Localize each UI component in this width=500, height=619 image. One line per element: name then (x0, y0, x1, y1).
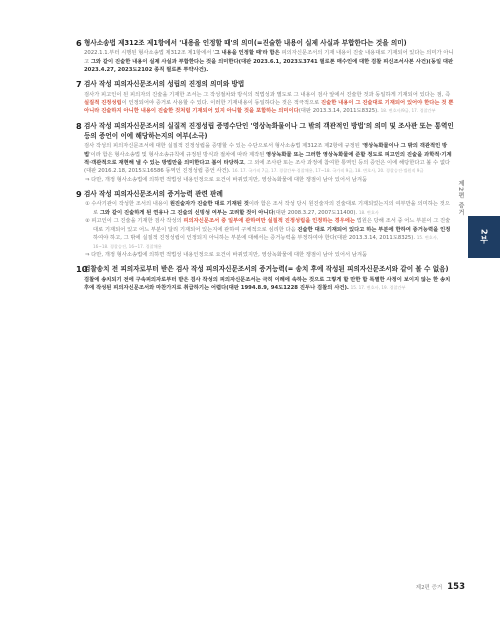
item-body: 검사 작성의 피의자신문조서에 대한 실질적 진정성립을 증명할 수 있는 수단으로서 형사소송법 제312조 제2항에 규정된 '영상녹화물이나 그 밖의 객관적인 방법'이라 함은 형사소송법 및 형사소송규칙에 규정된 방식과 절차에 따라 제작된 영상녹화물 또는 그러한 영상녹화물에 준할 정도로 피고인의 진술을 과학적·기계적·객관적으로 재현해 낼 수 있는 방법만을 의미한다고 봄이 타당하고, 그 외에 조사관 또는 조사 과정에 참여한 통역인 등의 증언은 이에 해당한다고 볼 수 없다(대판 2016.2.18, 2015도16586 동역인 진정성립 증언 사건). 16. 17. 국가직 7급, 17. 경찰간부·경찰채용, 17~18. 국가직 9급, 18. 변호사, 20. 경찰승진·법원직 9급 ⇒ 다만, 개정 형사소송법에 의하면 적법성 내용인정으로 요건이 바뀌었지만, 영상녹화물에 대한 쟁점이 남아 있어서 남겨둠 (76, 142, 454, 184)
page-footer (416, 582, 465, 592)
case-item (76, 121, 454, 184)
exam-source: 15. 변호사, 16~18. 경찰승진, 16~17. 경찰채용 (93, 235, 439, 249)
side-chapter-tab: 2부 (468, 216, 500, 258)
note-arrow: ⇒ 다만, 개정 형사소송법에 의하면 적법성 내용인정으로 요건이 바뀌었지만, 영상녹화물에 대한 쟁점이 남아 있어서 남겨둠 (85, 176, 368, 183)
item-title: 검사 작성 피의자신문조서의 증거능력 관련 판례 (84, 190, 223, 199)
page-number: 153 (447, 582, 465, 592)
exam-source: 18. 변호사/9급, 17. 경찰간부 (380, 108, 436, 114)
item-number: 8 (76, 120, 82, 131)
case-item (76, 264, 454, 292)
item-title: 검사 작성 피의자신문조서의 성립의 진정의 의미와 방법 (84, 80, 245, 89)
item-body: 검찰에 송치되기 전에 구속피의자로부터 받은 검사 작성의 피의자신문조서는 극히 이례에 속하는 것으로 그렇게 할 만한 합 특별한 사정이 보이지 않는 한 송치 후에 작성된 피의자신문조서와 마찬가지로 취급하기는 어렵다(대판 1994.8.9, 94도1228 진두나 검찰의 사건). 15. 17. 변호사, 19. 경찰간부 (84, 276, 451, 291)
case-item (76, 38, 454, 74)
note-arrow: ⇒ 다만, 개정 형사소송법에 의하면 적법성 내용인정으로 요건이 바뀌었지만, 영상녹화물에 대한 쟁점이 남아 있어서 남겨둠 (85, 251, 368, 258)
item-number: 9 (76, 189, 82, 200)
item-title: 검찰송치 전 피의자로부터 받은 검사 작성 피의자신문조서의 증거능력(= 송치 후에 작성된 피의자신문조서와 같이 볼 수 없음) (84, 265, 449, 274)
case-item (76, 79, 454, 115)
item-number: 7 (76, 79, 82, 90)
side-section-label: 제2편 증거 (457, 180, 464, 217)
sub-paragraph: ② 피고인이 그 진술을 기재한 검사 작성의 피의자신문조서 중 일부에 관하여만 실질적 진정성립을 인정하는 경우에는 법원은 당해 조서 중 어느 부분이 그 진술대로 기재되어 있고 어느 부분이 달리 기재되어 있는지에 관하여 구체적으로 심리한 다음 진술한 대로 기재되어 있다고 하는 부분에 한하여 증거능력을 인정하여야 하고, 그 밖에 실질적 진정성립이 인정되지 아니하는 부분에 대해서는 증거능력을 부정하여야 한다(대판 2013.3.14, 2011도8325). 15. 변호사, 16~18. 경찰승진, 16~17. 경찰채용 (85, 218, 451, 249)
item-body: 2022.1.1.부터 시행된 형사소송법 제312조 제1항에서 '그 내용을 인정할 때'라 함은 피의자신문조서의 기재 내용이 진술 내용대로 기재되어 있다는 의미가 아니고 그와 같이 진술한 내용이 실제 사실과 부합한다는 것을 의미한다(대판 2023.6.1, 2023도3741 필로폰 매수인에 대한 검찰 피신조서사본 사건)(동일 대판 2023.4.27, 2023도2102 종직 필로폰 투약사건). (84, 50, 454, 74)
item-number: 10 (76, 264, 88, 275)
sub-paragraph: ① 수사기관이 작성한 조서의 내용이 원진술자가 진술한 대로 기재된 것이라 함은 조서 작성 당시 원진술자의 진술대로 기재되었는지의 여부만을 의미하는 것으로 그와 같이 진술하게 된 연유나 그 진술의 신빙성 여부는 고려할 것이 아니다(대판 2008.3.27, 2007도11400). 18. 변호사 (85, 201, 450, 216)
item-body: 검사가 피고인이 된 피의자의 진술을 기재한 조서는 그 작성절차와 방식의 적법성과 별도로 그 내용이 검사 앞에서 진술한 것과 동일하게 기재되어 있다는 점, 즉 실질적 진정성립이 인정되어야 증거로 사용할 수 있다. 이러한 기재내용이 동일하다는 것은 적극적으로 진술한 내용이 그 진술대로 기재되어 있어야 한다는 것 뿐 아니라 진술하지 아니한 내용이 진술한 것처럼 기재되어 있지 아니할 것을 포함하는 의미이다(대판 2013.3.14, 2011도8325). 18. 변호사/9급, 17. 경찰간부 (84, 91, 454, 115)
main-content (76, 38, 454, 297)
exam-source: 16. 17. 국가직 7급, 17. 경찰간부·경찰채용, 17~18. 국가직 9급, 18. 변호사, 20. 경찰승진·법원직 9급 (232, 168, 424, 174)
exam-source: 18. 변호사 (358, 209, 379, 215)
item-title: 검사 작성 피의자신문조서의 실질적 진정성립 증명수단인 '영상녹화물이나 그 밖의 객관적인 방법'의 의미 및 조사관 또는 통역인 등의 증언이 이에 해당하는지의 여부(소극) (84, 121, 454, 141)
item-number: 6 (76, 38, 82, 48)
exam-source: 15. 17. 변호사, 19. 경찰간부 (350, 284, 406, 290)
footer-chapter: 제2편 증거 (415, 585, 443, 591)
item-title: 형사소송법 제312조 제1항에서 '내용을 인정할 때'의 의미(=진술한 내용이 실제 사실과 부합한다는 것을 의미) (84, 39, 407, 47)
item-body (76, 200, 454, 259)
case-item (76, 189, 454, 259)
